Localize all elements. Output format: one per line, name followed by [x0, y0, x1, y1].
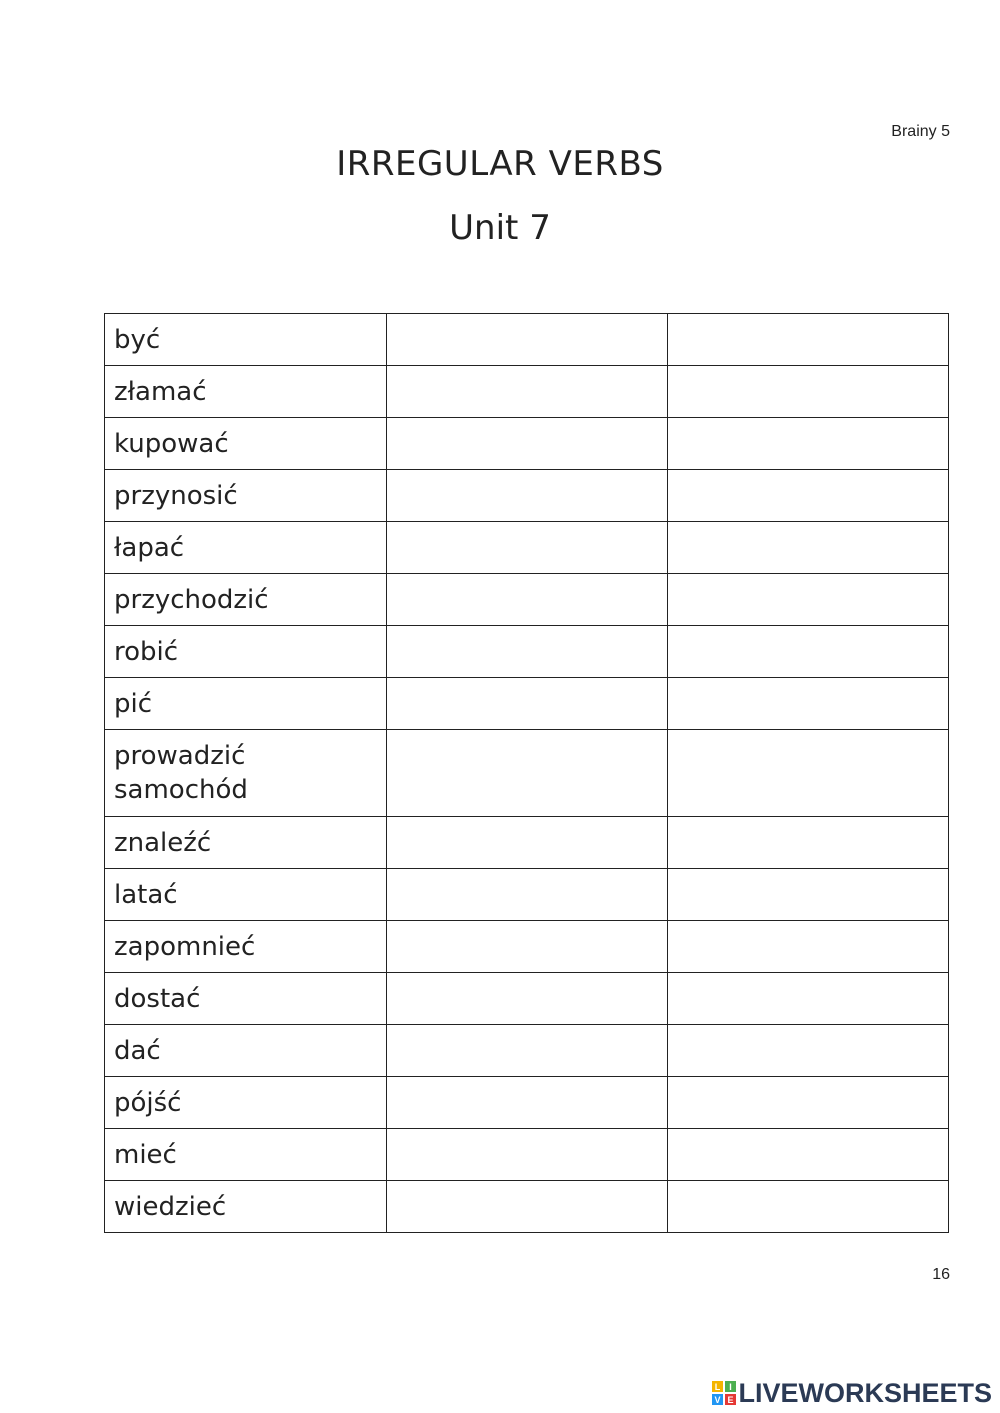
table-row: [105, 1129, 949, 1181]
page-subtitle: Unit 7: [449, 208, 551, 248]
svg-text:E: E: [727, 1395, 734, 1405]
table-row: [105, 817, 949, 869]
past-participle-answer-cell[interactable]: [668, 1077, 949, 1129]
table-row: [105, 522, 949, 574]
book-label: Brainy 5: [891, 123, 950, 140]
verb-cell: znaleźć: [105, 817, 387, 869]
table-row: [105, 314, 949, 366]
verb-cell: dać: [105, 1025, 387, 1077]
past-simple-answer-cell[interactable]: [387, 522, 668, 574]
verb-cell: mieć: [105, 1129, 387, 1181]
past-participle-answer-cell[interactable]: [668, 626, 949, 678]
verb-cell: prowadzić samochód: [105, 730, 387, 817]
table-row: [105, 366, 949, 418]
table-row: [105, 973, 949, 1025]
table-row: [105, 418, 949, 470]
past-participle-answer-cell[interactable]: [668, 574, 949, 626]
verb-cell: przynosić: [105, 470, 387, 522]
past-participle-answer-cell[interactable]: [668, 418, 949, 470]
table-row: [105, 1181, 949, 1233]
verbs-table-body: [105, 314, 949, 1233]
past-simple-answer-cell[interactable]: [387, 366, 668, 418]
past-simple-answer-cell[interactable]: [387, 1025, 668, 1077]
svg-text:V: V: [714, 1395, 721, 1405]
past-simple-answer-cell[interactable]: [387, 730, 668, 817]
verb-cell: latać: [105, 869, 387, 921]
past-simple-answer-cell[interactable]: [387, 678, 668, 730]
verb-cell: łapać: [105, 522, 387, 574]
past-simple-answer-cell[interactable]: [387, 817, 668, 869]
past-participle-answer-cell[interactable]: [668, 921, 949, 973]
table-row: [105, 921, 949, 973]
past-participle-answer-cell[interactable]: [668, 470, 949, 522]
past-simple-answer-cell[interactable]: [387, 1077, 668, 1129]
verbs-table: [104, 313, 949, 1233]
past-simple-answer-cell[interactable]: [387, 626, 668, 678]
table-row: [105, 574, 949, 626]
verb-cell: robić: [105, 626, 387, 678]
liveworksheets-logo[interactable]: [712, 1377, 992, 1409]
past-participle-answer-cell[interactable]: [668, 522, 949, 574]
verb-cell: dostać: [105, 973, 387, 1025]
past-participle-answer-cell[interactable]: [668, 678, 949, 730]
verb-cell: przychodzić: [105, 574, 387, 626]
table-row: [105, 626, 949, 678]
verb-cell: pić: [105, 678, 387, 730]
past-participle-answer-cell[interactable]: [668, 817, 949, 869]
table-row: [105, 1077, 949, 1129]
verb-cell: pójść: [105, 1077, 387, 1129]
past-participle-answer-cell[interactable]: [668, 869, 949, 921]
page-title: IRREGULAR VERBS: [336, 144, 664, 184]
table-row: [105, 869, 949, 921]
verb-cell: złamać: [105, 366, 387, 418]
table-row: [105, 470, 949, 522]
past-simple-answer-cell[interactable]: [387, 418, 668, 470]
past-participle-answer-cell[interactable]: [668, 973, 949, 1025]
past-participle-answer-cell[interactable]: [668, 1129, 949, 1181]
past-simple-answer-cell[interactable]: [387, 1181, 668, 1233]
table-row: [105, 678, 949, 730]
verb-cell: zapomnieć: [105, 921, 387, 973]
past-simple-answer-cell[interactable]: [387, 869, 668, 921]
past-participle-answer-cell[interactable]: [668, 314, 949, 366]
past-simple-answer-cell[interactable]: [387, 1129, 668, 1181]
verb-cell: wiedzieć: [105, 1181, 387, 1233]
svg-text:I: I: [729, 1382, 733, 1392]
past-simple-answer-cell[interactable]: [387, 470, 668, 522]
past-simple-answer-cell[interactable]: [387, 574, 668, 626]
page-number: 16: [932, 1266, 950, 1283]
past-simple-answer-cell[interactable]: [387, 921, 668, 973]
svg-text:L: L: [715, 1382, 721, 1392]
past-simple-answer-cell[interactable]: [387, 314, 668, 366]
verb-cell: być: [105, 314, 387, 366]
past-participle-answer-cell[interactable]: [668, 1181, 949, 1233]
liveworksheets-logo-text: LIVEWORKSHEETS: [738, 1377, 992, 1408]
table-row: [105, 1025, 949, 1077]
past-simple-answer-cell[interactable]: [387, 973, 668, 1025]
verb-cell: kupować: [105, 418, 387, 470]
past-participle-answer-cell[interactable]: [668, 1025, 949, 1077]
liveworksheets-logo-icon: [712, 1381, 736, 1405]
past-participle-answer-cell[interactable]: [668, 366, 949, 418]
past-participle-answer-cell[interactable]: [668, 730, 949, 817]
table-row: [105, 730, 949, 817]
